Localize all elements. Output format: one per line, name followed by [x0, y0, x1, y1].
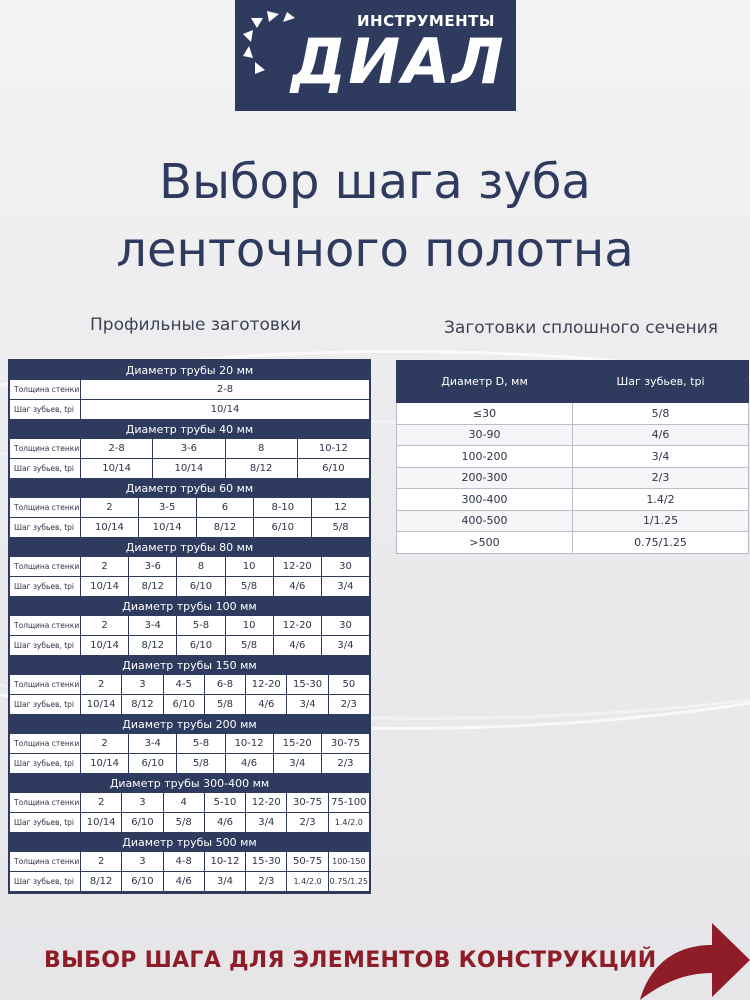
profile-table	[8, 359, 371, 894]
tooth-pitch-cell: 10/14	[81, 459, 152, 478]
logo-wordmark: ДИАЛ	[291, 25, 506, 98]
wall-thickness-cell: 15-30	[287, 675, 327, 694]
wall-thickness-cell: 12-20	[246, 793, 286, 812]
wall-thickness-cell: 3-4	[129, 734, 176, 753]
tooth-pitch-cell: 8/12	[226, 459, 297, 478]
wall-thickness-label: Толщина стенки	[10, 557, 80, 576]
tooth-pitch-cell: 5/8	[226, 577, 273, 596]
wall-thickness-cell: 3	[122, 675, 162, 694]
diameter-cell: 300-400	[397, 489, 573, 511]
tooth-pitch-cell: 10/14	[81, 754, 128, 773]
tooth-pitch-cell: 3/4	[205, 872, 245, 891]
wall-thickness-cell: 3-5	[139, 498, 196, 517]
tooth-pitch-row	[10, 872, 369, 891]
wall-thickness-cell: 8	[177, 557, 224, 576]
wall-thickness-cell: 10-12	[226, 734, 273, 753]
tooth-pitch-cell: 3/4	[322, 636, 369, 655]
diameter-cell: >500	[397, 532, 573, 554]
tooth-pitch-cell: 5/8	[164, 813, 204, 832]
wall-thickness-label: Толщина стенки	[10, 852, 80, 871]
tooth-pitch-cell: 1.4/2.0	[329, 813, 369, 832]
wall-thickness-row	[10, 498, 369, 517]
wall-thickness-cell: 50	[329, 675, 369, 694]
wall-thickness-row	[10, 557, 369, 576]
tooth-pitch-label: Шаг зубьев, tpi	[10, 872, 80, 891]
tooth-pitch-row	[10, 695, 369, 714]
tooth-pitch-cell: 6/10	[122, 813, 162, 832]
page-title-line2: ленточного полотна	[116, 222, 634, 278]
wall-thickness-cell: 3-6	[153, 439, 224, 458]
table-row	[397, 424, 749, 446]
tooth-pitch-cell: 8/12	[122, 695, 162, 714]
tooth-pitch-cell: 8/12	[129, 577, 176, 596]
wall-thickness-cell: 5-10	[205, 793, 245, 812]
table-row	[397, 510, 749, 532]
wall-thickness-cell: 12-20	[246, 675, 286, 694]
wall-thickness-cell: 2	[81, 675, 121, 694]
tooth-pitch-cell: 3/4	[322, 577, 369, 596]
tooth-pitch-cell: 5/8	[205, 695, 245, 714]
tooth-pitch-row	[10, 577, 369, 596]
tooth-pitch-row	[10, 754, 369, 773]
tooth-pitch-cell: 6/10	[177, 577, 224, 596]
wall-thickness-cell: 3	[122, 793, 162, 812]
wall-thickness-row	[10, 793, 369, 812]
tooth-pitch-label: Шаг зубьев, tpi	[10, 695, 80, 714]
pitch-cell: 1/1.25	[573, 510, 749, 532]
tooth-pitch-row	[10, 518, 369, 537]
tooth-pitch-cell: 8/12	[197, 518, 254, 537]
tooth-pitch-cell: 10/14	[81, 518, 138, 537]
pitch-cell: 5/8	[573, 403, 749, 425]
wall-thickness-cell: 4-8	[164, 852, 204, 871]
wall-thickness-row	[10, 852, 369, 871]
wall-thickness-cell: 5-8	[177, 734, 224, 753]
wall-thickness-row	[10, 616, 369, 635]
tooth-pitch-row	[10, 459, 369, 478]
tooth-pitch-cell: 3/4	[274, 754, 321, 773]
wall-thickness-cell: 12	[312, 498, 369, 517]
solid-table	[396, 360, 749, 554]
tooth-pitch-label: Шаг зубьев, tpi	[10, 754, 80, 773]
wall-thickness-cell: 2-8	[81, 439, 152, 458]
pitch-cell: 1.4/2	[573, 489, 749, 511]
tooth-pitch-cell: 2/3	[322, 754, 369, 773]
column-header-diameter: Диаметр D, мм	[397, 361, 573, 403]
diameter-cell: 400-500	[397, 510, 573, 532]
tooth-pitch-cell: 8/12	[129, 636, 176, 655]
wall-thickness-cell: 15-20	[274, 734, 321, 753]
wall-thickness-label: Толщина стенки	[10, 675, 80, 694]
page-title	[0, 148, 750, 284]
tooth-pitch-cell: 4/6	[274, 636, 321, 655]
tooth-pitch-cell: 2/3	[329, 695, 369, 714]
tooth-pitch-cell: 0.75/1.25	[329, 872, 369, 891]
logo-subtitle: ИНСТРУМЕНТЫ	[357, 12, 495, 30]
tooth-pitch-cell: 3/4	[287, 695, 327, 714]
wall-thickness-cell: 3	[122, 852, 162, 871]
wall-thickness-cell: 8-10	[254, 498, 311, 517]
tooth-pitch-cell: 10/14	[81, 577, 128, 596]
tooth-pitch-cell: 5/8	[177, 754, 224, 773]
wall-thickness-cell: 6	[197, 498, 254, 517]
wall-thickness-cell: 2	[81, 793, 121, 812]
tooth-pitch-row	[10, 813, 369, 832]
column-header-pitch: Шаг зубьев, tpi	[573, 361, 749, 403]
tooth-pitch-cell: 2/3	[246, 872, 286, 891]
pipe-diameter-title: Диаметр трубы 40 мм	[125, 423, 254, 436]
pitch-cell: 4/6	[573, 424, 749, 446]
wall-thickness-cell: 2	[81, 498, 138, 517]
wall-thickness-label: Толщина стенки	[10, 380, 80, 399]
wall-thickness-cell: 10-12	[205, 852, 245, 871]
tooth-pitch-cell: 8/12	[81, 872, 121, 891]
wall-thickness-cell: 30	[322, 616, 369, 635]
wall-thickness-cell: 30	[322, 557, 369, 576]
wall-thickness-row	[10, 734, 369, 753]
table-row	[397, 532, 749, 554]
wall-thickness-cell: 75-100	[329, 793, 369, 812]
wall-thickness-cell: 30-75	[287, 793, 327, 812]
diameter-cell: ≤30	[397, 403, 573, 425]
pitch-cell: 0.75/1.25	[573, 532, 749, 554]
wall-thickness-cell: 4	[164, 793, 204, 812]
tooth-pitch-cell: 4/6	[205, 813, 245, 832]
wall-thickness-cell: 4-5	[164, 675, 204, 694]
wall-thickness-cell: 50-75	[287, 852, 327, 871]
tooth-pitch-cell: 3/4	[246, 813, 286, 832]
tooth-pitch-label: Шаг зубьев, tpi	[10, 636, 80, 655]
tooth-pitch-cell: 5/8	[226, 636, 273, 655]
wall-thickness-cell: 8	[226, 439, 297, 458]
tooth-pitch-cell: 10/14	[81, 636, 128, 655]
tooth-pitch-cell: 10/14	[153, 459, 224, 478]
tooth-pitch-row	[10, 636, 369, 655]
tooth-pitch-cell: 2/3	[287, 813, 327, 832]
tooth-pitch-cell: 10/14	[139, 518, 196, 537]
tooth-pitch-cell: 1.4/2.0	[287, 872, 327, 891]
tooth-pitch-label: Шаг зубьев, tpi	[10, 577, 80, 596]
pitch-cell: 3/4	[573, 446, 749, 468]
wall-thickness-row	[10, 380, 369, 399]
brand-logo	[235, 0, 516, 111]
profile-section-title: Профильные заготовки	[90, 315, 302, 335]
pipe-diameter-title: Диаметр трубы 80 мм	[125, 541, 254, 554]
diameter-cell: 30-90	[397, 424, 573, 446]
wall-thickness-label: Толщина стенки	[10, 793, 80, 812]
wall-thickness-cell: 10	[226, 616, 273, 635]
pipe-diameter-title: Диаметр трубы 100 мм	[122, 600, 257, 613]
table-row	[397, 403, 749, 425]
tooth-pitch-cell: 6/10	[254, 518, 311, 537]
table-row	[397, 446, 749, 468]
tooth-pitch-cell: 4/6	[246, 695, 286, 714]
wall-thickness-cell: 2	[81, 557, 128, 576]
wall-thickness-cell: 2-8	[81, 380, 369, 399]
tooth-pitch-label: Шаг зубьев, tpi	[10, 459, 80, 478]
wall-thickness-label: Толщина стенки	[10, 439, 80, 458]
table-row	[397, 467, 749, 489]
wall-thickness-cell: 10-12	[298, 439, 369, 458]
tooth-pitch-row	[10, 400, 369, 419]
wall-thickness-cell: 30-75	[322, 734, 369, 753]
footer-link-text[interactable]: ВЫБОР ШАГА ДЛЯ ЭЛЕМЕНТОВ КОНСТРУКЦИЙ	[44, 948, 657, 973]
wall-thickness-cell: 15-30	[246, 852, 286, 871]
page-title-line1: Выбор шага зуба	[159, 154, 591, 210]
pitch-cell: 2/3	[573, 467, 749, 489]
tooth-pitch-label: Шаг зубьев, tpi	[10, 518, 80, 537]
wall-thickness-cell: 12-20	[274, 616, 321, 635]
wall-thickness-cell: 5-8	[177, 616, 224, 635]
tooth-pitch-cell: 10/14	[81, 813, 121, 832]
solid-section-title: Заготовки сплошного сечения	[444, 318, 718, 338]
pipe-diameter-title: Диаметр трубы 150 мм	[122, 659, 257, 672]
tooth-pitch-cell: 4/6	[164, 872, 204, 891]
tooth-pitch-label: Шаг зубьев, tpi	[10, 813, 80, 832]
tooth-pitch-cell: 5/8	[312, 518, 369, 537]
diameter-cell: 200-300	[397, 467, 573, 489]
wall-thickness-cell: 3-4	[129, 616, 176, 635]
pipe-diameter-title: Диаметр трубы 300-400 мм	[109, 777, 270, 790]
wall-thickness-label: Толщина стенки	[10, 498, 80, 517]
wall-thickness-label: Толщина стенки	[10, 616, 80, 635]
wall-thickness-cell: 2	[81, 616, 128, 635]
wall-thickness-cell: 3-6	[129, 557, 176, 576]
arrow-right-curved-icon[interactable]	[640, 905, 750, 1000]
wall-thickness-cell: 2	[81, 852, 121, 871]
wall-thickness-row	[10, 675, 369, 694]
tooth-pitch-label: Шаг зубьев, tpi	[10, 400, 80, 419]
pipe-diameter-title: Диаметр трубы 20 мм	[125, 364, 254, 377]
tooth-pitch-cell: 4/6	[274, 577, 321, 596]
wall-thickness-cell: 10	[226, 557, 273, 576]
wall-thickness-cell: 2	[81, 734, 128, 753]
wall-thickness-cell: 100-150	[329, 852, 369, 871]
wall-thickness-cell: 12-20	[274, 557, 321, 576]
pipe-diameter-title: Диаметр трубы 500 мм	[122, 836, 257, 849]
tooth-pitch-cell: 10/14	[81, 400, 369, 419]
tooth-pitch-cell: 6/10	[164, 695, 204, 714]
tooth-pitch-cell: 10/14	[81, 695, 121, 714]
wall-thickness-cell: 6-8	[205, 675, 245, 694]
tooth-pitch-cell: 4/6	[226, 754, 273, 773]
pipe-diameter-title: Диаметр трубы 60 мм	[125, 482, 254, 495]
tooth-pitch-cell: 6/10	[177, 636, 224, 655]
pipe-diameter-title: Диаметр трубы 200 мм	[122, 718, 257, 731]
table-header-row	[397, 361, 749, 403]
diameter-cell: 100-200	[397, 446, 573, 468]
wall-thickness-label: Толщина стенки	[10, 734, 80, 753]
wall-thickness-row	[10, 439, 369, 458]
tooth-pitch-cell: 6/10	[122, 872, 162, 891]
tooth-pitch-cell: 6/10	[298, 459, 369, 478]
tooth-pitch-cell: 6/10	[129, 754, 176, 773]
table-row	[397, 489, 749, 511]
